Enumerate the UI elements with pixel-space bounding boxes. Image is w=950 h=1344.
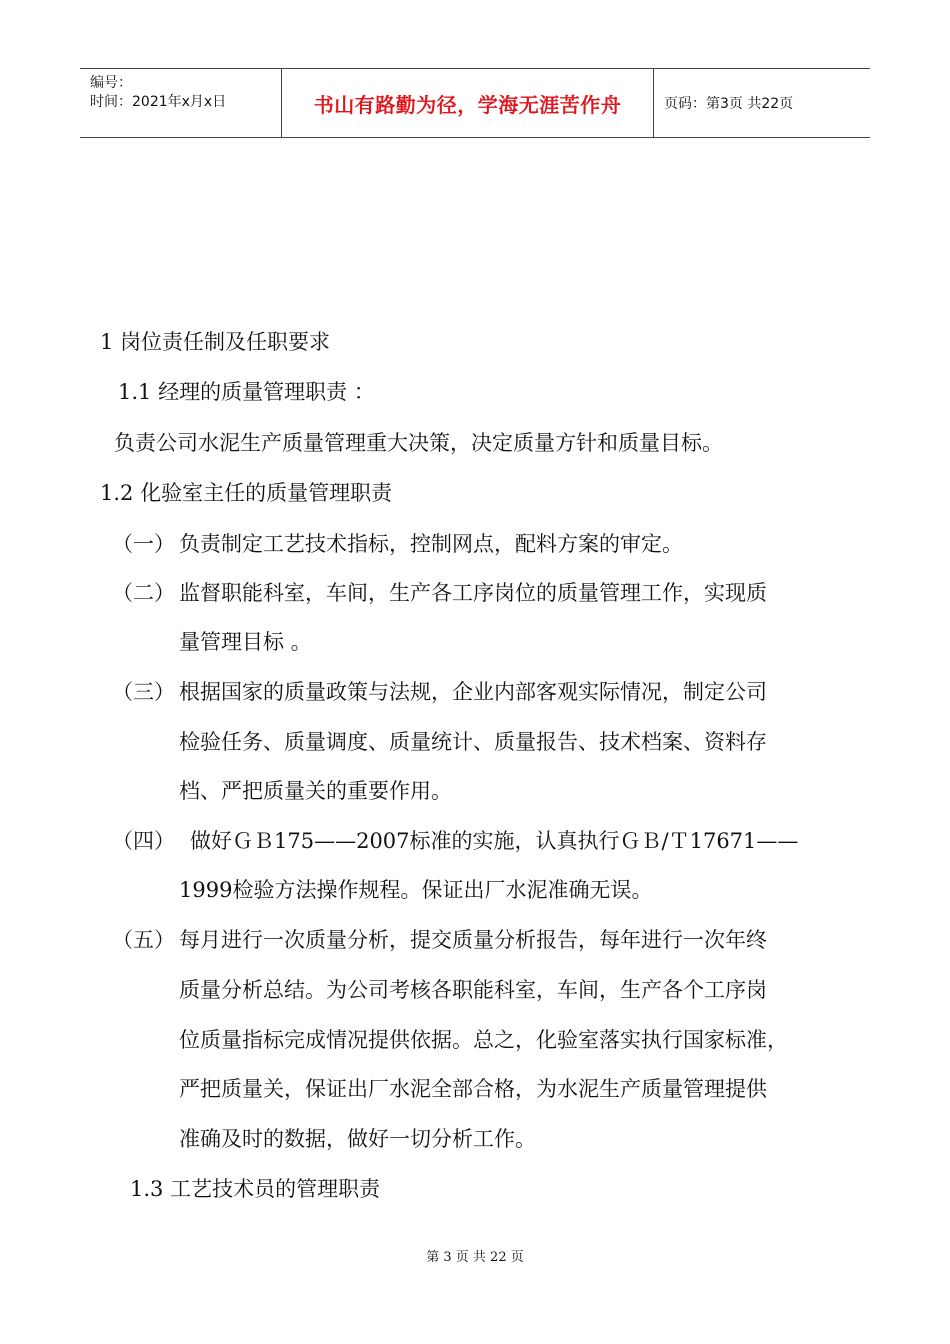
item-text-line: 监督职能科室，车间，生产各工序岗位的质量管理工作，实现质 — [179, 581, 767, 605]
item-text-line: 检验任务、质量调度、质量统计、质量报告、技术档案、资料存 — [179, 730, 767, 754]
item-label: （五） — [112, 928, 175, 952]
item-label: （四） — [112, 829, 175, 853]
item-text-line: 1999检验方法操作规程。保证出厂水泥准确无误。 — [179, 878, 653, 902]
section-heading-1-3: 1.3 工艺技术员的管理职责 — [130, 1177, 381, 1201]
page-footer: 第 3 页 共 22 页 — [426, 1250, 524, 1265]
item-text-line: 量管理目标 。 — [179, 630, 312, 654]
paragraph-1-1: 负责公司水泥生产质量管理重大决策，决定质量方针和质量目标。 — [114, 431, 723, 455]
header-page-cell — [654, 69, 870, 137]
section-heading-1: 1 岗位责任制及任职要求 — [100, 330, 331, 354]
item-text-line: 档、严把质量关的重要作用。 — [179, 779, 452, 803]
item-text-line: 根据国家的质量政策与法规，企业内部客观实际情况，制定公司 — [179, 680, 767, 704]
section-heading-1-1: 1.1 经理的质量管理职责 ： — [118, 380, 375, 404]
item-text-line: 负责制定工艺技术指标，控制网点，配料方案的审定。 — [179, 532, 683, 556]
item-label: （二） — [112, 581, 175, 605]
header-meta-cell — [80, 69, 282, 137]
document-time-label: 时间：2021年x月x日 — [90, 94, 227, 110]
item-label: （三） — [112, 680, 175, 704]
item-text-line: 准确及时的数据，做好一切分析工作。 — [179, 1127, 536, 1151]
page-header — [80, 68, 870, 138]
item-label: （一） — [112, 532, 175, 556]
item-text-line: 每月进行一次质量分析，提交质量分析报告，每年进行一次年终 — [179, 928, 767, 952]
item-text-line: 质量分析总结。为公司考核各职能科室，车间，生产各个工序岗 — [179, 978, 767, 1002]
item-text-line: 做好ＧＢ175——2007标准的实施，认真执行ＧＢ/Ｔ17671—— — [190, 829, 799, 853]
header-motto: 书山有路勤为径，学海无涯苦作舟 — [313, 92, 622, 117]
header-page-info: 页码：第3页 共22页 — [664, 96, 794, 112]
section-heading-1-2: 1.2 化验室主任的质量管理职责 — [100, 481, 393, 505]
item-text-line: 严把质量关，保证出厂水泥全部合格，为水泥生产质量管理提供 — [179, 1077, 767, 1101]
item-text-line: 位质量指标完成情况提供依据。总之，化验室落实执行国家标准， — [179, 1028, 788, 1052]
document-number-label: 编号： — [90, 75, 132, 91]
header-motto-cell — [282, 69, 654, 137]
